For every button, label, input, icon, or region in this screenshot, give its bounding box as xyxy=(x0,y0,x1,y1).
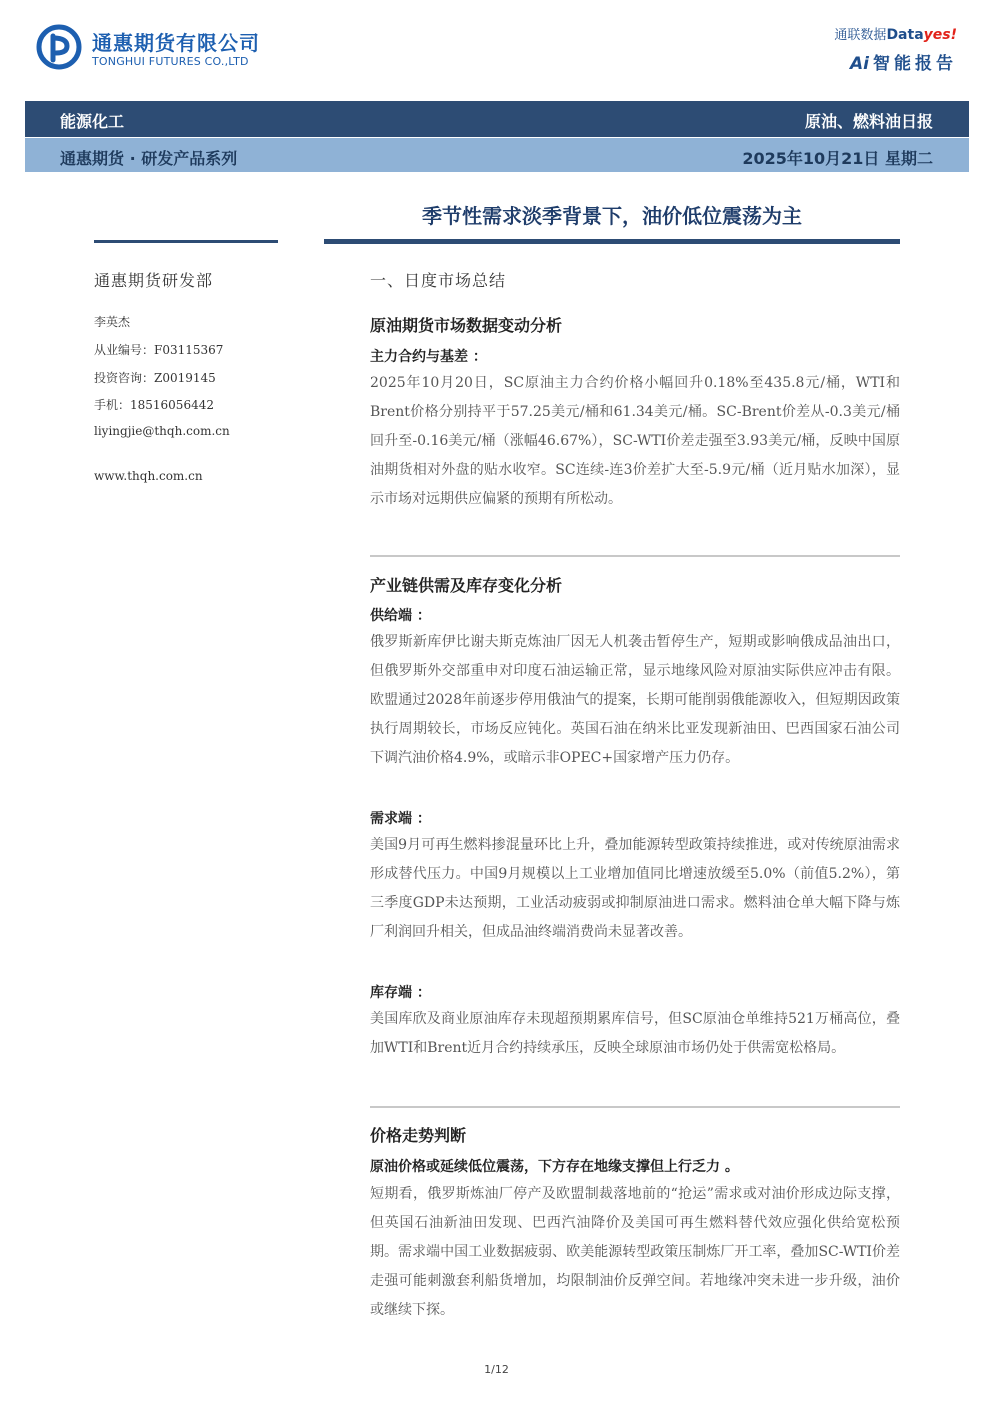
dept-name: 通惠期货研发部 xyxy=(94,271,214,290)
label-stock: 库存端 ： xyxy=(370,985,431,1001)
report-title: 季节性需求淡季背景下，油价低位震荡为主 xyxy=(422,204,802,228)
label-judgement: 原油价格或延续低位震荡，下方存在地缘支撑但上行乏力 。 xyxy=(370,1159,739,1175)
label-supply: 供给端 ： xyxy=(370,608,431,624)
license-number: 从业编号：F03115367 xyxy=(94,343,224,357)
para-demand: 美国9月可再生燃料掺混量环比上升，叠加能源转型政策持续推进，或对传统原油需求形成替代压力。中国9月规模以上工业增加值同比增速放缓至5.0%（前值5.2%），第三季度GDP未达预期，工业活动疲弱或抑制原油进口需求。燃料油仓单大幅下降与炼厂利润回升相关，但成品油终端消费尚未显著改善。 xyxy=(370,837,900,940)
series-label: 通惠期货 · 研发产品系列 xyxy=(60,149,238,168)
separator xyxy=(370,555,900,557)
ai-report-logo xyxy=(850,49,957,74)
datayes-logo xyxy=(834,24,957,43)
subheading-price-judgement: 价格走势判断 xyxy=(370,1126,467,1145)
page-number: 1/12 xyxy=(484,1363,509,1376)
tonghui-logo-icon xyxy=(36,24,82,70)
datayes-yes: yes! xyxy=(923,27,957,43)
subheading-supply-demand: 产业链供需及库存变化分析 xyxy=(370,576,563,595)
phone-number: 手机：18516056442 xyxy=(94,398,214,412)
ai-report-text: 智能报告 xyxy=(873,54,957,74)
company-name-en: TONGHUI FUTURES CO.,LTD xyxy=(92,55,249,68)
website-link[interactable]: www.thqh.com.cn xyxy=(94,469,203,483)
company-name-cn: 通惠期货有限公司 xyxy=(92,31,260,55)
subheading-futures: 原油期货市场数据变动分析 xyxy=(370,316,563,335)
datayes-prefix: 通联数据 xyxy=(834,28,887,43)
section-heading: 一、日度市场总结 xyxy=(370,271,507,290)
sidebar-rule xyxy=(94,240,278,243)
para-judgement: 短期看，俄罗斯炼油厂停产及欧盟制裁落地前的“抢运”需求或对油价形成边际支撑，但英国石油新油田发现、巴西汽油降价及美国可再生燃料替代效应强化供给宽松预期。需求端中国工业数据疲弱、欧美能源转型政策压制炼厂开工率，叠加SC-WTI价差走强可能刺激套利船货增加，均限制油价反弹空间。若地缘冲突未进一步升级，油价或继续下探。 xyxy=(370,1186,900,1318)
para-supply: 俄罗斯新库伊比谢夫斯克炼油厂因无人机袭击暂停生产，短期或影响俄成品油出口，但俄罗斯外交部重申对印度石油运输正常，显示地缘风险对原油实际供应冲击有限。欧盟通过2028年前逐步停用俄油气的提案，长期可能削弱俄能源收入，但短期因政策执行周期较长，市场反应钝化。英国石油在纳米比亚发现新油田、巴西国家石油公司下调汽油价格4.9%，或暗示非OPEC+国家增产压力仍存。 xyxy=(370,634,900,766)
para-basis: 2025年10月20日，SC原油主力合约价格小幅回升0.18%至435.8元/桶，WTI和Brent价格分别持平于57.25美元/桶和61.34美元/桶。SC-Brent价差从-0.3美元/桶回升至-0.16美元/桶（涨幅46.67%），SC-WTI价差走强至3.93美元/桶，反映中国原油期货相对外盘的贴水收窄。SC连续-连3价差扩大至-5.9元/桶（近月贴水加深），显示市场对远期供应偏紧的预期有所松动。 xyxy=(370,375,900,507)
ai-mark: Ai xyxy=(850,54,869,74)
report-date: 2025年10月21日 星期二 xyxy=(742,149,933,168)
title-rule xyxy=(324,239,900,244)
datayes-brand: Data xyxy=(886,27,924,43)
separator xyxy=(370,1106,900,1108)
sector-label: 能源化工 xyxy=(60,112,125,131)
label-basis: 主力合约与基差 ： xyxy=(370,349,487,365)
author-name: 李英杰 xyxy=(94,315,131,329)
para-stock: 美国库欣及商业原油库存未现超预期累库信号，但SC原油仓单维持521万桶高位，叠加WTI和Brent近月合约持续承压，反映全球原油市场仍处于供需宽松格局。 xyxy=(370,1011,900,1056)
report-type-label: 原油、燃料油日报 xyxy=(804,112,933,131)
email-link[interactable]: liyingjie@thqh.com.cn xyxy=(94,424,230,438)
consult-number: 投资咨询：Z0019145 xyxy=(94,371,216,385)
label-demand: 需求端 ： xyxy=(370,811,431,827)
